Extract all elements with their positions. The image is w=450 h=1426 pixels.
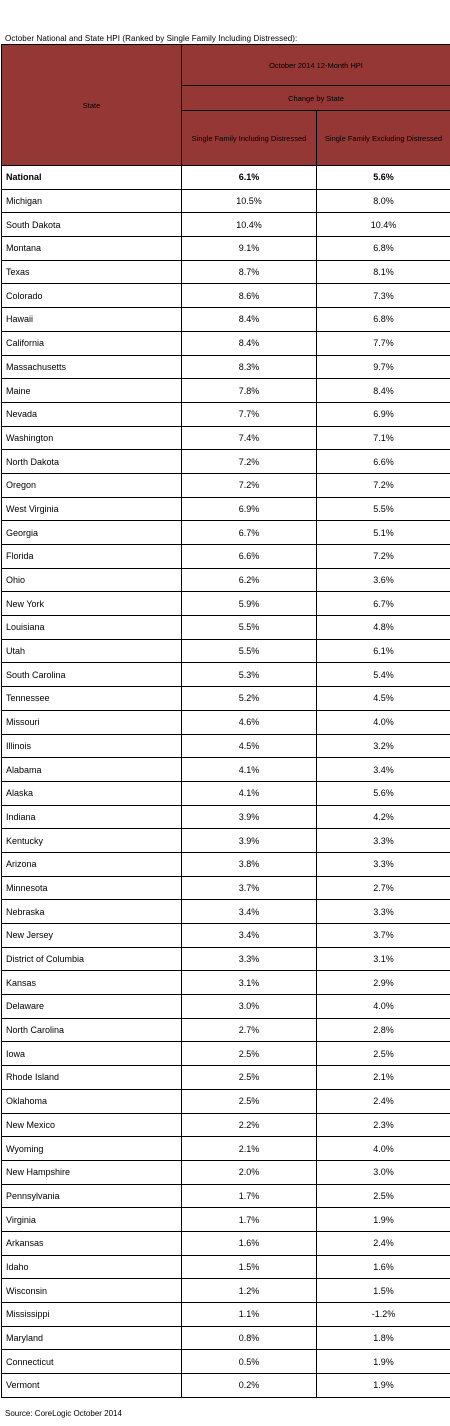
including-distressed-cell: 3.4% — [182, 900, 317, 924]
table-row — [2, 284, 450, 308]
table-row — [2, 497, 450, 521]
state-cell: Wyoming — [2, 1137, 182, 1161]
state-cell: District of Columbia — [2, 947, 182, 971]
excluding-distressed-cell: 3.0% — [317, 1160, 450, 1184]
excluding-distressed-cell: 3.1% — [317, 947, 450, 971]
including-distressed-cell: 4.5% — [182, 734, 317, 758]
including-distressed-cell: 3.4% — [182, 924, 317, 948]
excluding-distressed-cell: 8.0% — [317, 189, 450, 213]
including-distressed-cell: 6.6% — [182, 545, 317, 569]
excluding-distressed-cell: 7.2% — [317, 545, 450, 569]
state-cell: Michigan — [2, 189, 182, 213]
excluding-distressed-cell: 7.3% — [317, 284, 450, 308]
table-row — [2, 568, 450, 592]
state-cell: Minnesota — [2, 876, 182, 900]
table-row — [2, 924, 450, 948]
including-distressed-cell: 3.8% — [182, 852, 317, 876]
excluding-distressed-cell: 2.1% — [317, 1066, 450, 1090]
including-distressed-cell: 2.5% — [182, 1089, 317, 1113]
table-row — [2, 189, 450, 213]
excluding-distressed-cell: 7.1% — [317, 426, 450, 450]
including-distressed-cell: 0.8% — [182, 1326, 317, 1350]
state-cell: North Dakota — [2, 450, 182, 474]
including-distressed-cell: 10.4% — [182, 213, 317, 237]
state-cell: Hawaii — [2, 308, 182, 332]
excluding-distressed-cell: 3.3% — [317, 900, 450, 924]
table-row — [2, 616, 450, 640]
excluding-distressed-cell: 4.2% — [317, 805, 450, 829]
table-row — [2, 781, 450, 805]
state-cell: Alabama — [2, 758, 182, 782]
excluding-distressed-cell: 5.5% — [317, 497, 450, 521]
header-including-distressed: Single Family Including Distressed — [182, 111, 317, 166]
including-distressed-cell: 3.7% — [182, 876, 317, 900]
excluding-distressed-cell: 1.9% — [317, 1350, 450, 1374]
including-distressed-cell: 7.7% — [182, 402, 317, 426]
table-row — [2, 805, 450, 829]
excluding-distressed-cell: 6.1% — [317, 639, 450, 663]
table-row — [2, 213, 450, 237]
including-distressed-cell: 6.9% — [182, 497, 317, 521]
table-row — [2, 995, 450, 1019]
state-cell: New York — [2, 592, 182, 616]
excluding-distressed-cell: 4.8% — [317, 616, 450, 640]
excluding-distressed-cell: 2.4% — [317, 1231, 450, 1255]
state-cell: North Carolina — [2, 1018, 182, 1042]
table-row — [2, 710, 450, 734]
table-row — [2, 734, 450, 758]
including-distressed-cell: 7.4% — [182, 426, 317, 450]
excluding-distressed-cell: 1.5% — [317, 1279, 450, 1303]
state-cell: Louisiana — [2, 616, 182, 640]
state-cell: Montana — [2, 237, 182, 261]
table-row — [2, 521, 450, 545]
including-distressed-cell: 2.5% — [182, 1066, 317, 1090]
excluding-distressed-cell: 3.6% — [317, 568, 450, 592]
including-distressed-cell: 9.1% — [182, 237, 317, 261]
table-row — [2, 1137, 450, 1161]
table-row — [2, 1208, 450, 1232]
table-row — [2, 1113, 450, 1137]
including-distressed-cell: 3.0% — [182, 995, 317, 1019]
excluding-distressed-cell: 10.4% — [317, 213, 450, 237]
including-distressed-cell: 0.2% — [182, 1374, 317, 1398]
excluding-distressed-cell: -1.2% — [317, 1303, 450, 1327]
including-distressed-cell: 4.6% — [182, 710, 317, 734]
table-row — [2, 639, 450, 663]
excluding-distressed-cell: 8.4% — [317, 379, 450, 403]
table-row — [2, 1160, 450, 1184]
state-cell: Pennsylvania — [2, 1184, 182, 1208]
including-distressed-cell: 7.2% — [182, 473, 317, 497]
table-row — [2, 308, 450, 332]
including-distressed-cell: 3.9% — [182, 829, 317, 853]
including-distressed-cell: 2.2% — [182, 1113, 317, 1137]
table-row — [2, 1042, 450, 1066]
including-distressed-cell: 3.1% — [182, 971, 317, 995]
excluding-distressed-cell: 5.1% — [317, 521, 450, 545]
table-header — [2, 45, 450, 166]
table-row — [2, 1350, 450, 1374]
state-cell: Nebraska — [2, 900, 182, 924]
header-excluding-distressed: Single Family Excluding Distressed — [317, 111, 450, 166]
state-cell: South Carolina — [2, 663, 182, 687]
including-distressed-cell: 2.1% — [182, 1137, 317, 1161]
state-cell: Massachusetts — [2, 355, 182, 379]
including-distressed-cell: 1.5% — [182, 1255, 317, 1279]
excluding-distressed-cell: 6.7% — [317, 592, 450, 616]
including-distressed-cell: 6.7% — [182, 521, 317, 545]
table-row — [2, 1018, 450, 1042]
excluding-distressed-cell: 4.0% — [317, 710, 450, 734]
table-row — [2, 592, 450, 616]
excluding-distressed-cell: 6.9% — [317, 402, 450, 426]
table-row — [2, 829, 450, 853]
state-cell: Washington — [2, 426, 182, 450]
state-cell: Ohio — [2, 568, 182, 592]
table-row — [2, 545, 450, 569]
table-row — [2, 331, 450, 355]
excluding-distressed-cell: 7.7% — [317, 331, 450, 355]
hpi-table — [1, 44, 450, 1398]
table-row-national — [2, 166, 450, 190]
state-cell: Georgia — [2, 521, 182, 545]
state-cell: Alaska — [2, 781, 182, 805]
excluding-distressed-cell: 2.5% — [317, 1042, 450, 1066]
excluding-distressed-cell: 6.8% — [317, 308, 450, 332]
excluding-distressed-cell: 4.0% — [317, 995, 450, 1019]
excluding-distressed-cell: 5.6% — [317, 781, 450, 805]
excluding-distressed-cell: 3.4% — [317, 758, 450, 782]
including-distressed-cell: 1.1% — [182, 1303, 317, 1327]
including-distressed-cell: 6.2% — [182, 568, 317, 592]
table-row — [2, 758, 450, 782]
state-cell: Colorado — [2, 284, 182, 308]
table-row — [2, 379, 450, 403]
table-row — [2, 876, 450, 900]
table-row — [2, 426, 450, 450]
state-cell: New Hampshire — [2, 1160, 182, 1184]
including-distressed-cell: 5.5% — [182, 639, 317, 663]
table-caption: October National and State HPI (Ranked by Single Family Including Distressed): — [5, 34, 298, 43]
excluding-distressed-cell: 8.1% — [317, 260, 450, 284]
excluding-distressed-cell: 4.5% — [317, 687, 450, 711]
table-row — [2, 1255, 450, 1279]
state-cell: Delaware — [2, 995, 182, 1019]
including-distressed-cell: 1.7% — [182, 1184, 317, 1208]
state-cell: Tennessee — [2, 687, 182, 711]
including-distressed-cell: 5.9% — [182, 592, 317, 616]
excluding-distressed-cell: 5.4% — [317, 663, 450, 687]
state-cell: National — [2, 166, 182, 190]
excluding-distressed-cell: 1.9% — [317, 1208, 450, 1232]
state-cell: Iowa — [2, 1042, 182, 1066]
including-distressed-cell: 1.2% — [182, 1279, 317, 1303]
excluding-distressed-cell: 2.7% — [317, 876, 450, 900]
state-cell: Idaho — [2, 1255, 182, 1279]
state-cell: Virginia — [2, 1208, 182, 1232]
including-distressed-cell: 2.0% — [182, 1160, 317, 1184]
table-row — [2, 402, 450, 426]
including-distressed-cell: 1.6% — [182, 1231, 317, 1255]
state-cell: Illinois — [2, 734, 182, 758]
excluding-distressed-cell: 3.3% — [317, 829, 450, 853]
table-row — [2, 1066, 450, 1090]
state-cell: Maine — [2, 379, 182, 403]
excluding-distressed-cell: 2.5% — [317, 1184, 450, 1208]
including-distressed-cell: 0.5% — [182, 1350, 317, 1374]
state-cell: Rhode Island — [2, 1066, 182, 1090]
state-cell: Vermont — [2, 1374, 182, 1398]
table-row — [2, 852, 450, 876]
table-row — [2, 1279, 450, 1303]
excluding-distressed-cell: 1.6% — [317, 1255, 450, 1279]
state-cell: Arizona — [2, 852, 182, 876]
table-row — [2, 687, 450, 711]
state-cell: South Dakota — [2, 213, 182, 237]
state-cell: Kansas — [2, 971, 182, 995]
excluding-distressed-cell: 1.8% — [317, 1326, 450, 1350]
including-distressed-cell: 5.2% — [182, 687, 317, 711]
state-cell: Utah — [2, 639, 182, 663]
state-cell: California — [2, 331, 182, 355]
state-cell: Oklahoma — [2, 1089, 182, 1113]
including-distressed-cell: 2.5% — [182, 1042, 317, 1066]
including-distressed-cell: 3.3% — [182, 947, 317, 971]
including-distressed-cell: 1.7% — [182, 1208, 317, 1232]
state-cell: West Virginia — [2, 497, 182, 521]
state-cell: Nevada — [2, 402, 182, 426]
excluding-distressed-cell: 2.9% — [317, 971, 450, 995]
state-cell: Connecticut — [2, 1350, 182, 1374]
excluding-distressed-cell: 5.6% — [317, 166, 450, 190]
excluding-distressed-cell: 4.0% — [317, 1137, 450, 1161]
excluding-distressed-cell: 3.3% — [317, 852, 450, 876]
excluding-distressed-cell: 3.2% — [317, 734, 450, 758]
table-row — [2, 1374, 450, 1398]
state-cell: Kentucky — [2, 829, 182, 853]
header-subgroup: Change by State — [182, 86, 450, 111]
state-cell: Florida — [2, 545, 182, 569]
including-distressed-cell: 6.1% — [182, 166, 317, 190]
state-cell: Indiana — [2, 805, 182, 829]
including-distressed-cell: 8.6% — [182, 284, 317, 308]
excluding-distressed-cell: 2.8% — [317, 1018, 450, 1042]
table-row — [2, 663, 450, 687]
table-row — [2, 1231, 450, 1255]
excluding-distressed-cell: 2.4% — [317, 1089, 450, 1113]
state-cell: Texas — [2, 260, 182, 284]
excluding-distressed-cell: 1.9% — [317, 1374, 450, 1398]
state-cell: New Jersey — [2, 924, 182, 948]
state-cell: New Mexico — [2, 1113, 182, 1137]
state-cell: Arkansas — [2, 1231, 182, 1255]
including-distressed-cell: 4.1% — [182, 758, 317, 782]
including-distressed-cell: 2.7% — [182, 1018, 317, 1042]
including-distressed-cell: 8.4% — [182, 331, 317, 355]
table-row — [2, 1089, 450, 1113]
excluding-distressed-cell: 2.3% — [317, 1113, 450, 1137]
state-cell: Maryland — [2, 1326, 182, 1350]
table-row — [2, 260, 450, 284]
table-row — [2, 237, 450, 261]
state-cell: Missouri — [2, 710, 182, 734]
including-distressed-cell: 4.1% — [182, 781, 317, 805]
excluding-distressed-cell: 9.7% — [317, 355, 450, 379]
table-body — [2, 166, 450, 1398]
table-row — [2, 1326, 450, 1350]
including-distressed-cell: 5.3% — [182, 663, 317, 687]
table-row — [2, 1184, 450, 1208]
excluding-distressed-cell: 6.6% — [317, 450, 450, 474]
excluding-distressed-cell: 7.2% — [317, 473, 450, 497]
including-distressed-cell: 7.2% — [182, 450, 317, 474]
header-state: State — [2, 45, 182, 166]
including-distressed-cell: 8.7% — [182, 260, 317, 284]
excluding-distressed-cell: 3.7% — [317, 924, 450, 948]
including-distressed-cell: 3.9% — [182, 805, 317, 829]
table-row — [2, 1303, 450, 1327]
header-group: October 2014 12-Month HPI — [182, 45, 450, 86]
table-row — [2, 947, 450, 971]
table-row — [2, 971, 450, 995]
including-distressed-cell: 8.4% — [182, 308, 317, 332]
table-row — [2, 450, 450, 474]
state-cell: Oregon — [2, 473, 182, 497]
table-row — [2, 355, 450, 379]
state-cell: Wisconsin — [2, 1279, 182, 1303]
including-distressed-cell: 8.3% — [182, 355, 317, 379]
table-row — [2, 473, 450, 497]
including-distressed-cell: 7.8% — [182, 379, 317, 403]
table-row — [2, 900, 450, 924]
state-cell: Mississippi — [2, 1303, 182, 1327]
including-distressed-cell: 5.5% — [182, 616, 317, 640]
source-note: Source: CoreLogic October 2014 — [5, 1409, 122, 1418]
including-distressed-cell: 10.5% — [182, 189, 317, 213]
excluding-distressed-cell: 6.8% — [317, 237, 450, 261]
